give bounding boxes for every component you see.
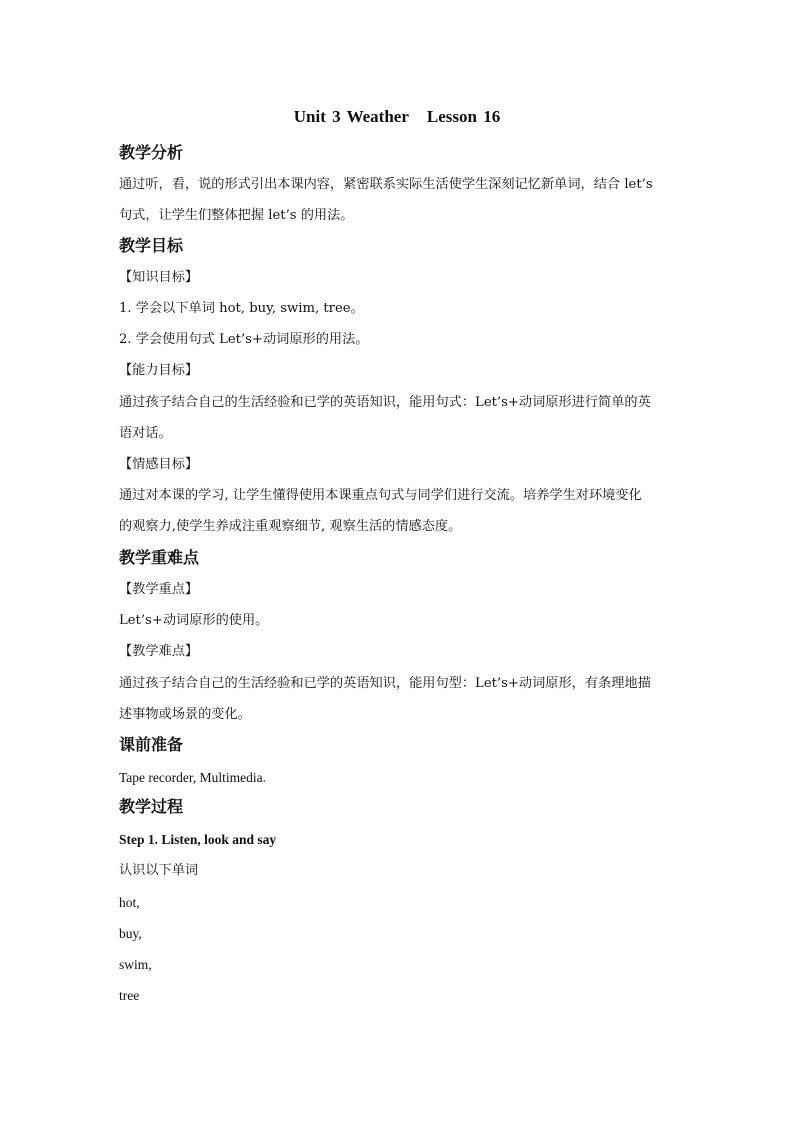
teaching-difficulty-line-2: 述事物或场景的变化。 — [119, 707, 251, 722]
ability-goal-line-2: 语对话。 — [119, 426, 172, 441]
knowledge-goal-item-1: 1. 学会以下单词 hot, buy, swim, tree。 — [119, 301, 364, 316]
knowledge-goal-item-2: 2. 学会使用句式 Let’s+动词原形的用法。 — [119, 332, 369, 347]
word-item: swim, — [119, 957, 152, 972]
teaching-difficulty-line-1: 通过孩子结合自己的生活经验和已学的英语知识，能用句型：Let’s+动词原形，有条理地描 — [119, 676, 651, 691]
goals-heading: 教学目标 — [119, 236, 184, 255]
step-1-title: Step 1. Listen, look and say — [119, 832, 277, 847]
teaching-focus-text: Let’s+动词原形的使用。 — [119, 613, 269, 628]
preparation-text: Tape recorder, Multimedia. — [119, 770, 266, 785]
analysis-heading: 教学分析 — [119, 143, 184, 162]
teaching-difficulty-label: 【教学难点】 — [119, 644, 199, 659]
teaching-focus-label: 【教学重点】 — [119, 582, 199, 597]
ability-goal-label: 【能力目标】 — [119, 363, 199, 378]
emotion-goal-line-1: 通过对本课的学习, 让学生懂得使用本课重点句式与同学们进行交流。培养学生对环境变化 — [119, 488, 642, 503]
process-heading: 教学过程 — [119, 797, 184, 816]
keypoints-heading: 教学重难点 — [119, 548, 200, 567]
analysis-line-2: 句式，让学生们整体把握 let’s 的用法。 — [119, 208, 354, 223]
word-item: hot, — [119, 895, 140, 910]
word-item: tree — [119, 988, 140, 1003]
step-1-intro: 认识以下单词 — [119, 863, 199, 878]
title-lesson: Lesson 16 — [426, 107, 501, 126]
analysis-line-1: 通过听，看，说的形式引出本课内容，紧密联系实际生活使学生深刻记忆新单词，结合 let’s — [119, 177, 653, 192]
page-title — [0, 107, 794, 127]
title-unit: Unit 3 Weather — [293, 107, 409, 126]
preparation-heading: 课前准备 — [119, 735, 184, 754]
word-item: buy, — [119, 926, 142, 941]
emotion-goal-label: 【情感目标】 — [119, 457, 199, 472]
knowledge-goal-label: 【知识目标】 — [119, 270, 199, 285]
ability-goal-line-1: 通过孩子结合自己的生活经验和已学的英语知识，能用句式：Let’s+动词原形进行简单的英 — [119, 395, 651, 410]
emotion-goal-line-2: 的观察力,使学生养成注重观察细节, 观察生活的情感态度。 — [119, 519, 462, 534]
